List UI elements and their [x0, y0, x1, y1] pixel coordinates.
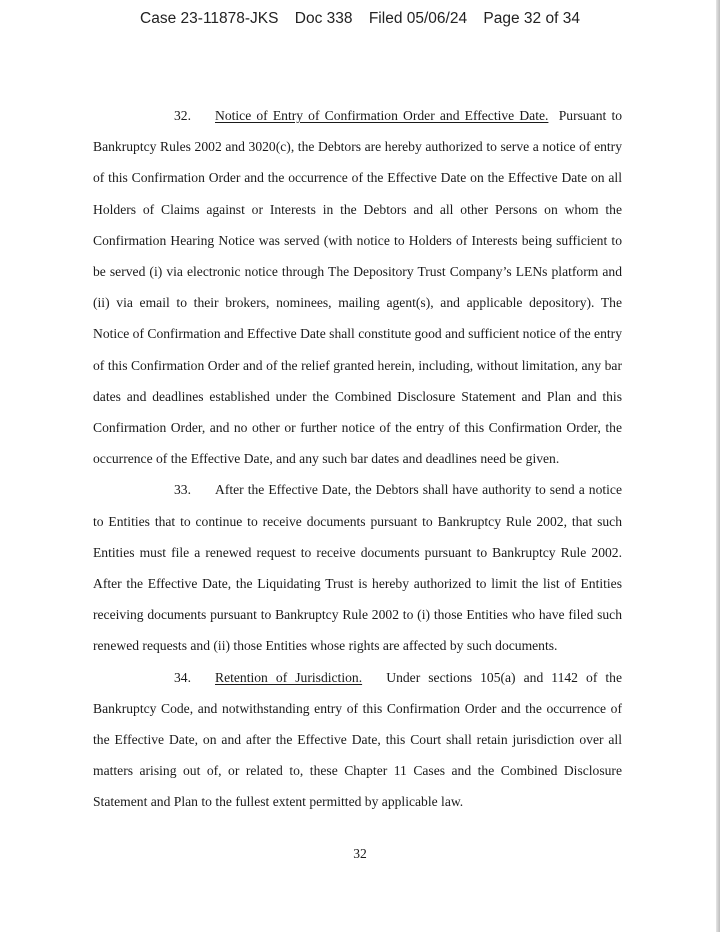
paragraph-number: 32.	[174, 108, 191, 123]
paragraph-33	[93, 474, 622, 661]
paragraph-heading: Notice of Entry of Confirmation Order and Effective Date.	[215, 108, 549, 123]
paragraph-heading: Retention of Jurisdiction.	[215, 669, 363, 685]
page-edge-shadow	[716, 0, 720, 932]
case-number: Case 23-11878-JKS	[140, 10, 279, 27]
page-number-footer: 32	[353, 846, 367, 861]
document-body	[93, 100, 622, 818]
paragraph-text: Under sections 105(a) and 1142 of the Bankruptcy Code, and notwithstanding entry of this Confirmation Order and the occurrence of the Effective Date, on and after the Effective Date, this Court shall retain jurisdiction over all matters arising out of, or related to, these Chapter 11 Cases and the Combined Disclosure Statement and Plan to the fullest extent permitted by applicable law.	[93, 669, 622, 810]
paragraph-number: 34.	[174, 669, 191, 685]
paragraph-text: After the Effective Date, the Debtors shall have authority to send a notice to Entities that to continue to receive documents pursuant to Bankruptcy Rule 2002, that such Entities must file a renewed request to receive documents pursuant to Bankruptcy Rule 2002. After the Effective Date, the Liquidating Trust is hereby authorized to limit the list of Entities receiving documents pursuant to Bankruptcy Rule 2002 to (i) those Entities who have filed such renewed requests and (ii) those Entities whose rights are affected by such documents.	[93, 482, 622, 654]
paragraph-number: 33.	[174, 482, 191, 498]
paragraph-text: Pursuant to Bankruptcy Rules 2002 and 3020(c), the Debtors are hereby authorized to serve a notice of entry of this Confirmation Order and the occurrence of the Effective Date on the Effective Date on all Holders of Claims against or Interests in the Debtors and all other Persons on whom the Confirmation Hearing Notice was served (with notice to Holders of Interests being sufficient to be served (i) via electronic notice through The Depository Trust Company’s LENs platform and (ii) via email to their brokers, nominees, mailing agent(s), and applicable depository). The Notice of Confirmation and Effective Date shall constitute good and sufficient notice of the entry of this Confirmation Order and of the relief granted herein, including, without limitation, any bar dates and deadlines established under the Combined Disclosure Statement and Plan and this Confirmation Order, and no other or further notice of the entry of this Confirmation Order, the occurrence of the Effective Date, and any such bar dates and deadlines need be given.	[93, 108, 623, 467]
paragraph-32	[93, 100, 622, 474]
document-header	[0, 10, 720, 28]
docket-number: Doc 338	[294, 10, 353, 27]
page-indicator: Page 32 of 34	[483, 10, 580, 27]
filed-date: Filed 05/06/24	[368, 10, 468, 27]
paragraph-34	[93, 662, 622, 818]
